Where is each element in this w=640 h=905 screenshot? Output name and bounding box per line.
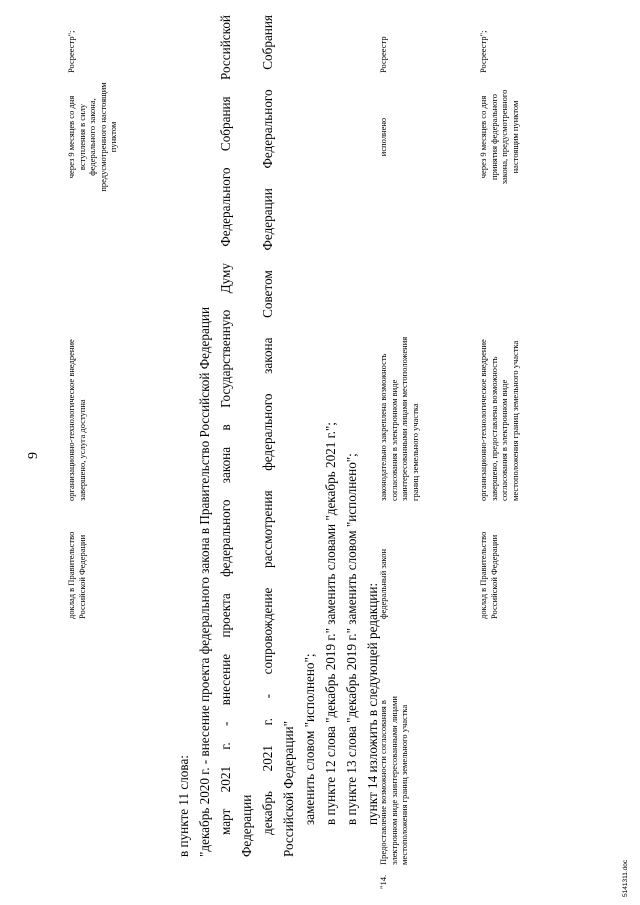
text-line: заменить словом "исполнено"; [302,653,317,825]
row-expected-result: организационно-технологическое внедрение завершено, услуга доступна [66,339,87,501]
text-line: Российской Федерации" [281,721,296,857]
text-line: "декабрь 2020 г. - внесение проекта федерального закона в Правительство Российской Федерации [197,306,212,857]
text-line: пункт 14 изложить в следующей редакции: [365,582,380,825]
row-executor: Росреестр"; [66,30,76,73]
row-expected-result: законодательно закреплена возможность согласования в электронном виде заинтересованными лицами местоположения границ земельного участка [378,336,420,501]
row-executor: Росреестр [378,36,388,73]
page-number: 9 [26,452,41,459]
row-deadline: исполнено [378,117,388,157]
item-name: Предоставление возможности согласования в электронном виде заинтересованными лицами местоположения границ земельного участка [378,696,409,865]
row-deadline: через 9 месяцев со дня принятия федерального закона, предусмотренного настоящим пунктом [478,89,520,185]
text-line: Федерации [239,794,254,857]
row-expected-result: организационно-технологическое внедрение завершено, предоставлена возможность согласования в электронном виде местоположения границ земельного участка [478,339,520,501]
item-number: "14. [378,874,388,889]
row-executor: Росреестр"; [478,30,488,73]
row-document-type: федеральный закон [378,548,388,619]
text-line: в пункте 11 слова: [176,755,191,857]
row-deadline: через 9 месяцев со дня вступления в силу федерального закона, предусмотренного настоящим пунктом [66,82,118,192]
text-line: в пункте 12 слова "декабрь 2019 г." заменить словами "декабрь 2021 г."; [323,422,338,825]
text-line: март 2021 г. - внесение проекта федерального закона в Государственную Думу Федерального Собрания Российской [218,15,233,835]
text-line: декабрь 2021 г. - сопровождение рассмотрения федерального закона Советом Федерации Федерального Собрания [260,15,275,835]
row-document-type: доклад в Правительство Российской Федерации [66,531,87,619]
text-line: в пункте 13 слова "декабрь 2019 г." заменить словом "исполнено"; [344,453,359,825]
row-document-type: доклад в Правительство Российской Федерации [478,531,499,619]
document-code: 5141311.doc [622,859,629,897]
